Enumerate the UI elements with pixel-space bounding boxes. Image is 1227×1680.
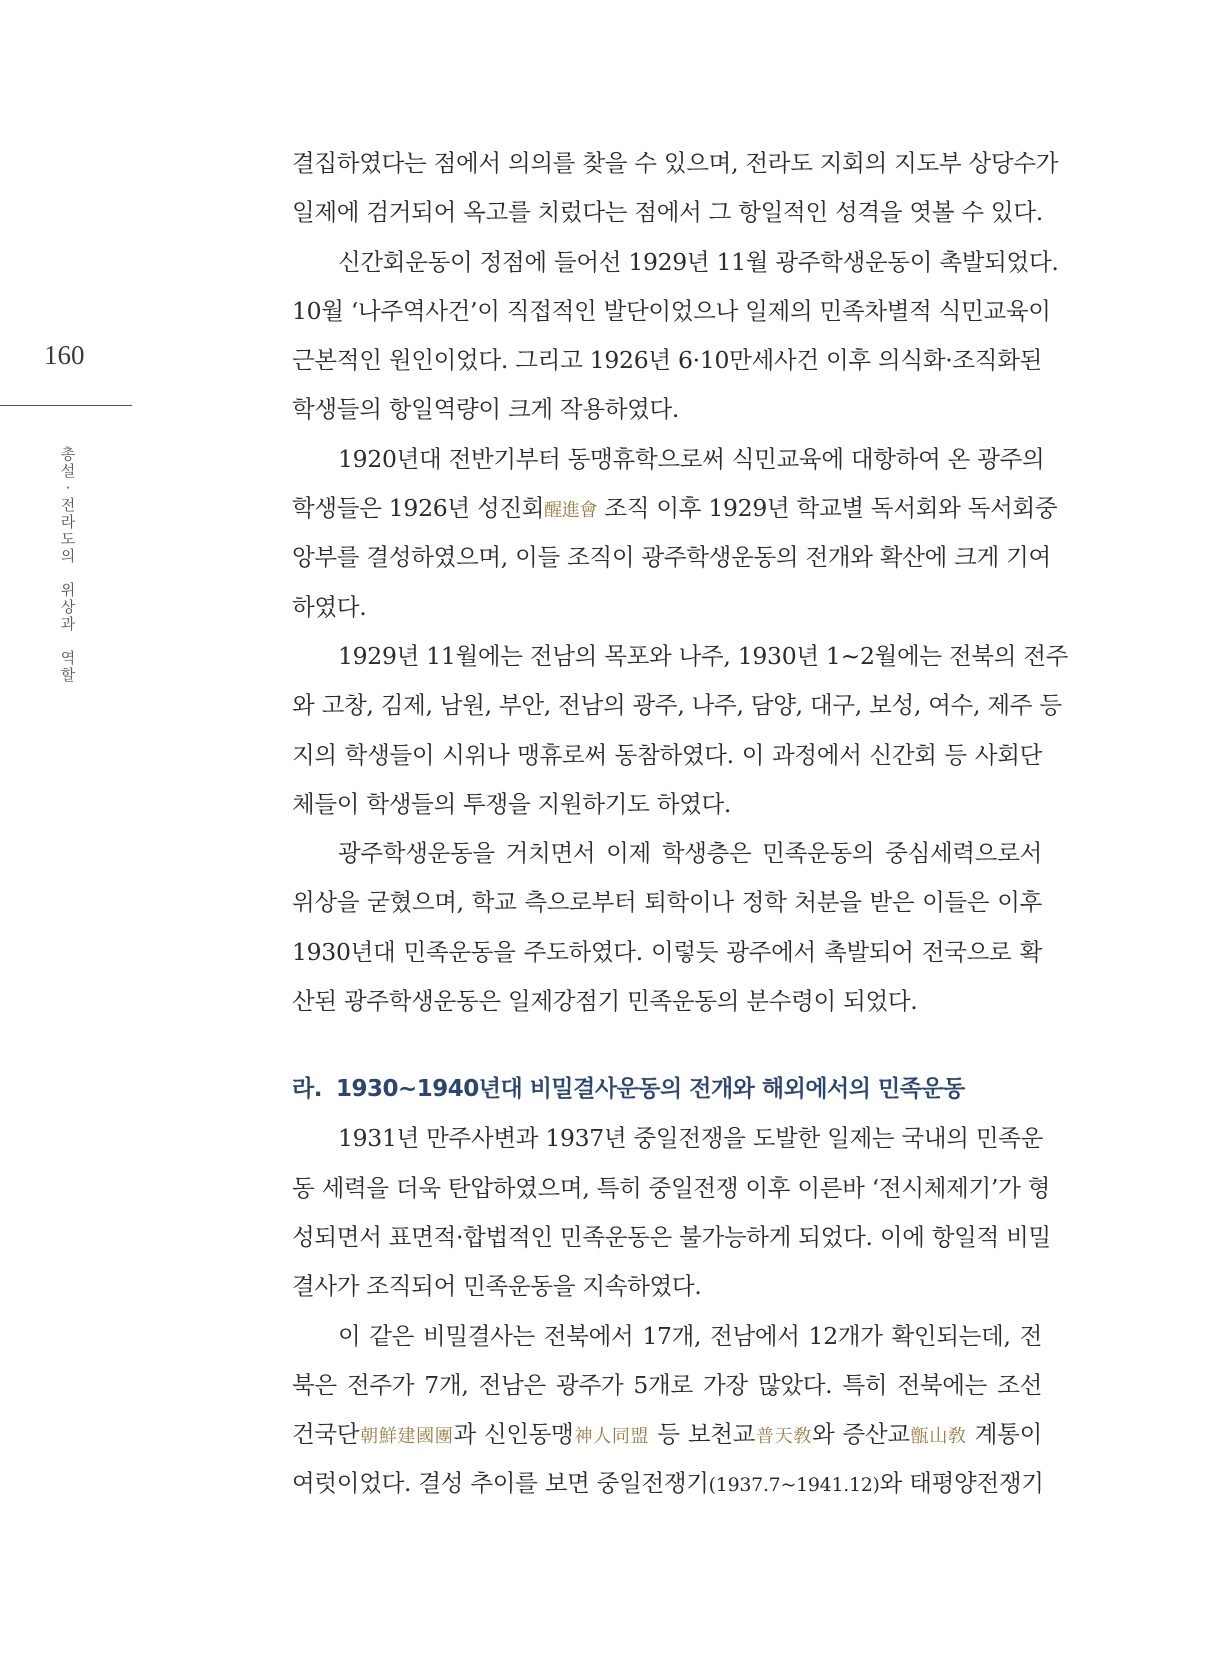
text-line: 일제에 검거되어 옥고를 치렀다는 점에서 그 항일적인 성격을 엿볼 수 있다. (292, 198, 1043, 227)
text-line: 북은 전주가 7개, 전남은 광주가 5개로 가장 많았다. 특히 전북에는 조선 (292, 1370, 1042, 1399)
hanja-annotation: 朝鮮建國團 (359, 1426, 454, 1448)
text-segment: 건국단 (292, 1420, 360, 1449)
paragraph-3 (292, 435, 1058, 632)
text-line: 근본적인 원인이었다. 그리고 1926년 6·10만세사건 이후 의식화·조직화된 (292, 346, 1042, 375)
running-title-char: 전 (60, 496, 76, 514)
text-segment: 계통이 (966, 1420, 1042, 1449)
text-line: 1930년대 민족운동을 주도하였다. 이렇듯 광주에서 촉발되어 전국으로 확 (292, 937, 1042, 966)
text-line: 앙부를 결성하였으며, 이들 조직이 광주학생운동의 전개와 확산에 크게 기여 (292, 543, 1051, 572)
text-segment: 와 증산교 (811, 1420, 910, 1449)
text-line: 하였다. (292, 592, 367, 621)
hanja-annotation: 神人同盟 (573, 1426, 650, 1448)
text-line: 1920년대 전반기부터 동맹휴학으로써 식민교육에 대항하여 온 광주의 (338, 444, 1045, 473)
body-text (292, 139, 1069, 1509)
running-title-char: · (65, 479, 71, 497)
paragraph-4 (292, 632, 1069, 829)
running-title-char: 위 (60, 581, 76, 599)
text-segment: 과 신인동맹 (453, 1420, 574, 1449)
text-line: 학생들의 항일역량이 크게 작용하였다. (292, 395, 680, 424)
text-line: 결사가 조직되어 민족운동을 지속하였다. (292, 1272, 702, 1301)
running-title-char: 총 (60, 445, 76, 463)
margin-divider (0, 405, 132, 406)
text-line (292, 484, 1058, 533)
text-line: 와 고창, 김제, 남원, 부안, 전남의 광주, 나주, 담양, 대구, 보성, 여수, 제주 등 (292, 691, 1062, 720)
text-line: 산된 광주학생운동은 일제강점기 민족운동의 분수령이 되었다. (292, 987, 918, 1016)
text-segment: 등 보천교 (649, 1420, 756, 1449)
paragraph-7 (292, 1312, 1042, 1509)
text-line (292, 1410, 1042, 1459)
running-title-char: 과 (60, 615, 76, 633)
running-title-char: 라 (60, 513, 76, 531)
text-line: 성되면서 표면적·합법적인 민족운동은 불가능하게 되었다. 이에 항일적 비밀 (292, 1222, 1051, 1251)
running-title-char: 상 (60, 598, 76, 616)
text-line: 결집하였다는 점에서 의의를 찾을 수 있으며, 전라도 지회의 지도부 상당수가 (292, 149, 1059, 177)
text-line: 동 세력을 더욱 탄압하였으며, 특히 중일전쟁 이후 이른바 ‘전시체제기’가 형 (292, 1173, 1051, 1202)
paragraph-6 (292, 1114, 1051, 1311)
running-title-char: 설 (60, 462, 76, 480)
text-line: 이 같은 비밀결사는 전북에서 17개, 전남에서 12개가 확인되는데, 전 (338, 1321, 1042, 1350)
section-title: 1930~1940년대 비밀결사운동의 전개와 해외에서의 민족운동 (335, 1076, 965, 1103)
text-line: 광주학생운동을 거치면서 이제 학생층은 민족운동의 중심세력으로서 (338, 839, 1042, 868)
hanja-annotation: 甑山敎 (909, 1426, 967, 1448)
paragraph-5 (292, 829, 1042, 1026)
text-line: 위상을 굳혔으며, 학교 측으로부터 퇴학이나 정학 처분을 받은 이들은 이후 (292, 888, 1042, 917)
text-segment: 와 태평양전쟁기 (879, 1469, 1044, 1498)
hanja-annotation: 醒進會 (544, 500, 598, 522)
paragraph-1 (292, 139, 1059, 238)
hanja-annotation: 普天敎 (755, 1426, 812, 1448)
text-segment: 학생들은 1926년 성진회 (292, 494, 545, 523)
running-title-char: 할 (60, 666, 76, 684)
text-line: 10월 ‘나주역사건’이 직접적인 발단이었으나 일제의 민족차별적 식민교육이 (292, 296, 1051, 325)
text-line: 1929년 11월에는 전남의 목포와 나주, 1930년 1~2월에는 전북의 전주 (338, 641, 1069, 670)
page-number: 160 (44, 340, 85, 370)
running-title-char: 도 (60, 530, 76, 548)
section-marker: 라. (292, 1076, 322, 1103)
running-chapter-title (56, 446, 80, 684)
text-line: 신간회운동이 정점에 들어선 1929년 11월 광주학생운동이 촉발되었다. (338, 247, 1059, 276)
section-heading (292, 1064, 1042, 1114)
text-line: 1931년 만주사변과 1937년 중일전쟁을 도발한 일제는 국내의 민족운 (338, 1124, 1044, 1153)
text-line: 체들이 학생들의 투쟁을 지원하기도 하였다. (292, 789, 732, 818)
text-line: 지의 학생들이 시위나 맹휴로써 동참하였다. 이 과정에서 신간회 등 사회단 (292, 740, 1042, 769)
text-segment: 여럿이었다. 결성 추이를 보면 중일전쟁기 (292, 1469, 709, 1498)
text-line (292, 1459, 1042, 1508)
date-range-annotation: (1937.7~1941.12) (708, 1474, 880, 1497)
running-title-char: 의 (60, 547, 76, 565)
paragraph-2 (292, 238, 1059, 435)
running-title-char: 역 (60, 649, 76, 667)
text-segment: 조직 이후 1929년 학교별 독서회와 독서회중 (597, 494, 1058, 523)
